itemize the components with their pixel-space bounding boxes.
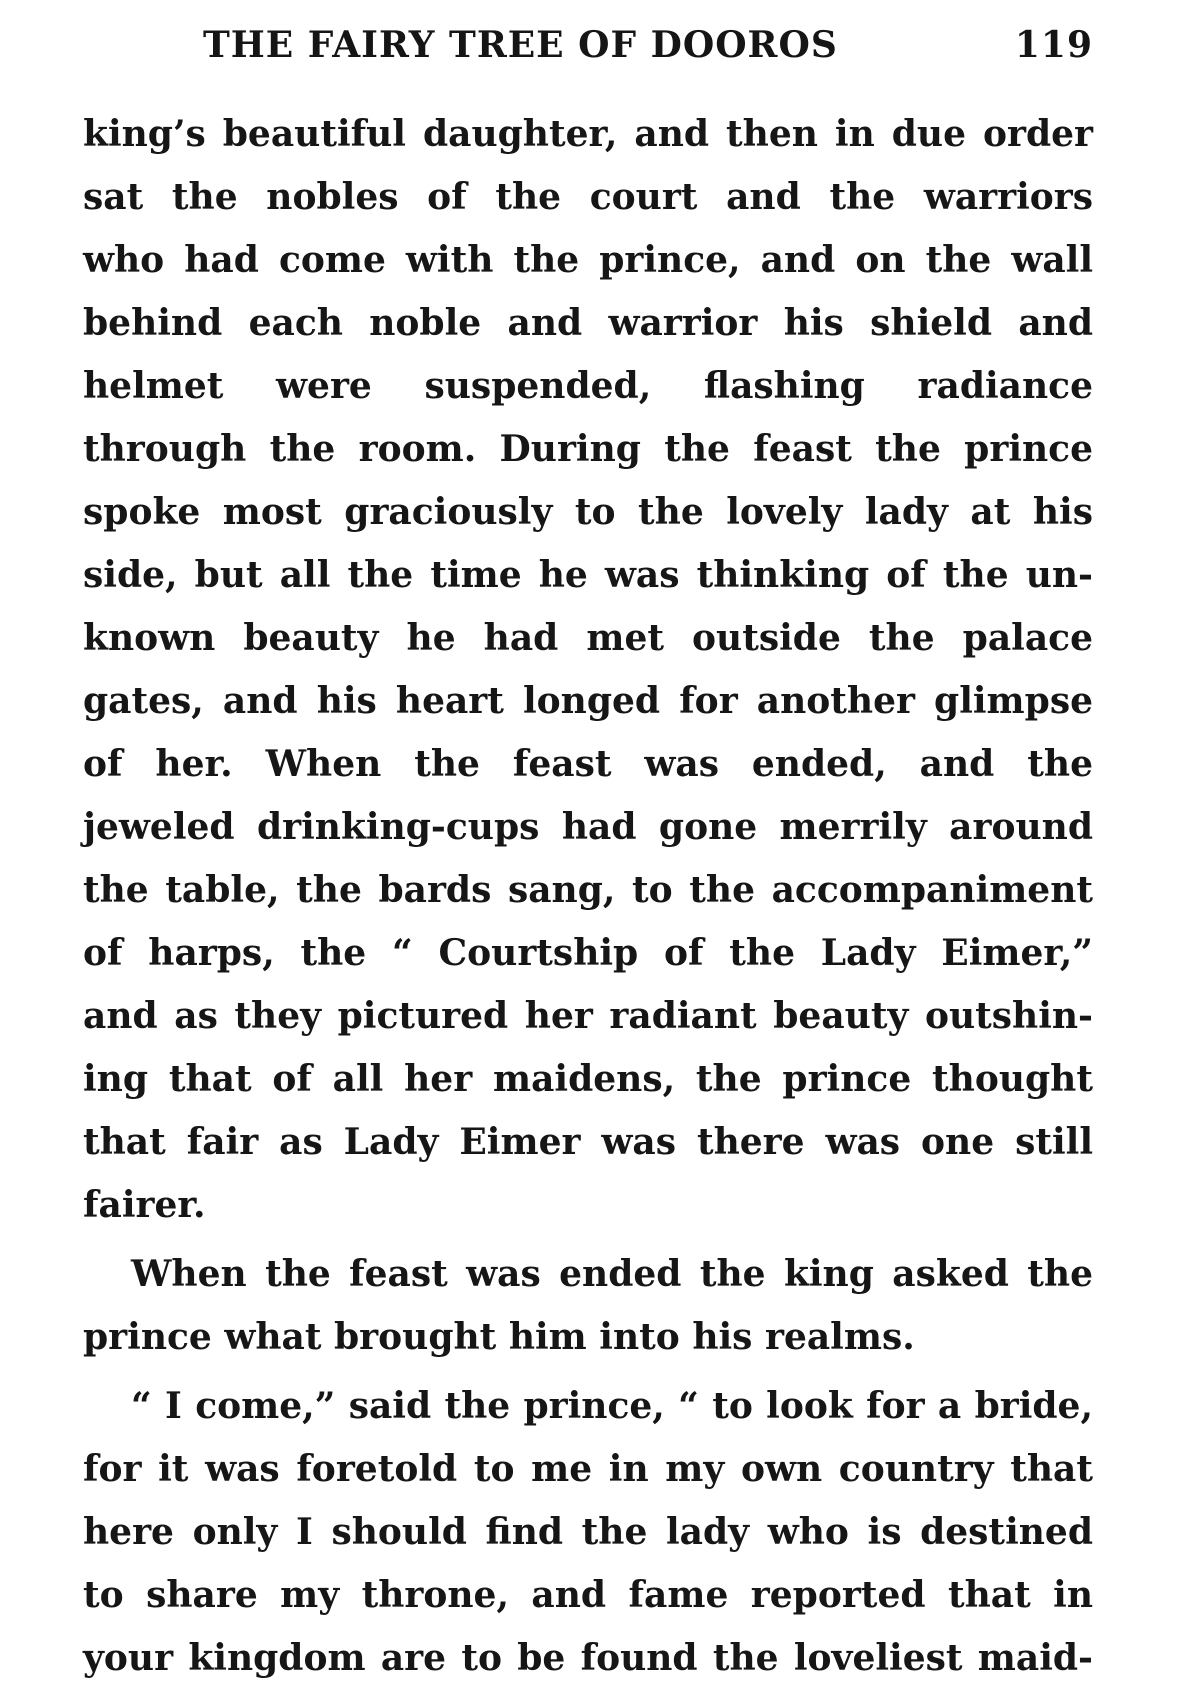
page-number: 119 (1014, 24, 1093, 66)
text-line: known beauty he had met outside the palace (83, 617, 1093, 659)
text-line: and as they pictured her radiant beauty outshin- (83, 995, 1093, 1037)
text-line: who had come with the prince, and on the wall (83, 239, 1093, 281)
text-line: here only I should find the lady who is destined (83, 1511, 1093, 1553)
text-line: jeweled drinking-cups had gone merrily around (83, 806, 1093, 848)
text-line: for it was foretold to me in my own country that (83, 1448, 1093, 1490)
text-line: gates, and his heart longed for another glimpse (83, 680, 1093, 722)
text-line: through the room. During the feast the prince (83, 428, 1093, 470)
running-title: THE FAIRY TREE OF DOOROS (203, 24, 838, 66)
text-line: that fair as Lady Eimer was there was one still (83, 1121, 1093, 1163)
text-line: helmet were suspended, flashing radiance (83, 365, 1093, 407)
text-line: spoke most graciously to the lovely lady at his (83, 491, 1093, 533)
text-line: king’s beautiful daughter, and then in due order (83, 113, 1093, 155)
text-line: your kingdom are to be found the loveliest maid- (83, 1637, 1093, 1679)
text-line: of her. When the feast was ended, and the (83, 743, 1093, 785)
text-line: the table, the bards sang, to the accompaniment (83, 869, 1093, 911)
text-line: to share my throne, and fame reported that in (83, 1574, 1093, 1616)
text-line: of harps, the “ Courtship of the Lady Eimer,” (83, 932, 1093, 974)
paragraph (83, 1375, 1093, 1690)
text-line: When the feast was ended the king asked the (131, 1253, 1093, 1295)
text-line: behind each noble and warrior his shield and (83, 302, 1093, 344)
text-line: ing that of all her maidens, the prince thought (83, 1058, 1093, 1100)
running-head (203, 22, 1093, 68)
text-line: sat the nobles of the court and the warriors (83, 176, 1093, 218)
text-line: side, but all the time he was thinking of the un- (83, 554, 1093, 596)
text-line: fairer. (83, 1184, 206, 1226)
text-line: prince what brought him into his realms. (83, 1316, 915, 1358)
paragraph (83, 1243, 1093, 1369)
paragraph (83, 103, 1093, 1237)
text-line: “ I come,” said the prince, “ to look for a bride, (131, 1385, 1093, 1427)
body-text (83, 103, 1093, 1690)
